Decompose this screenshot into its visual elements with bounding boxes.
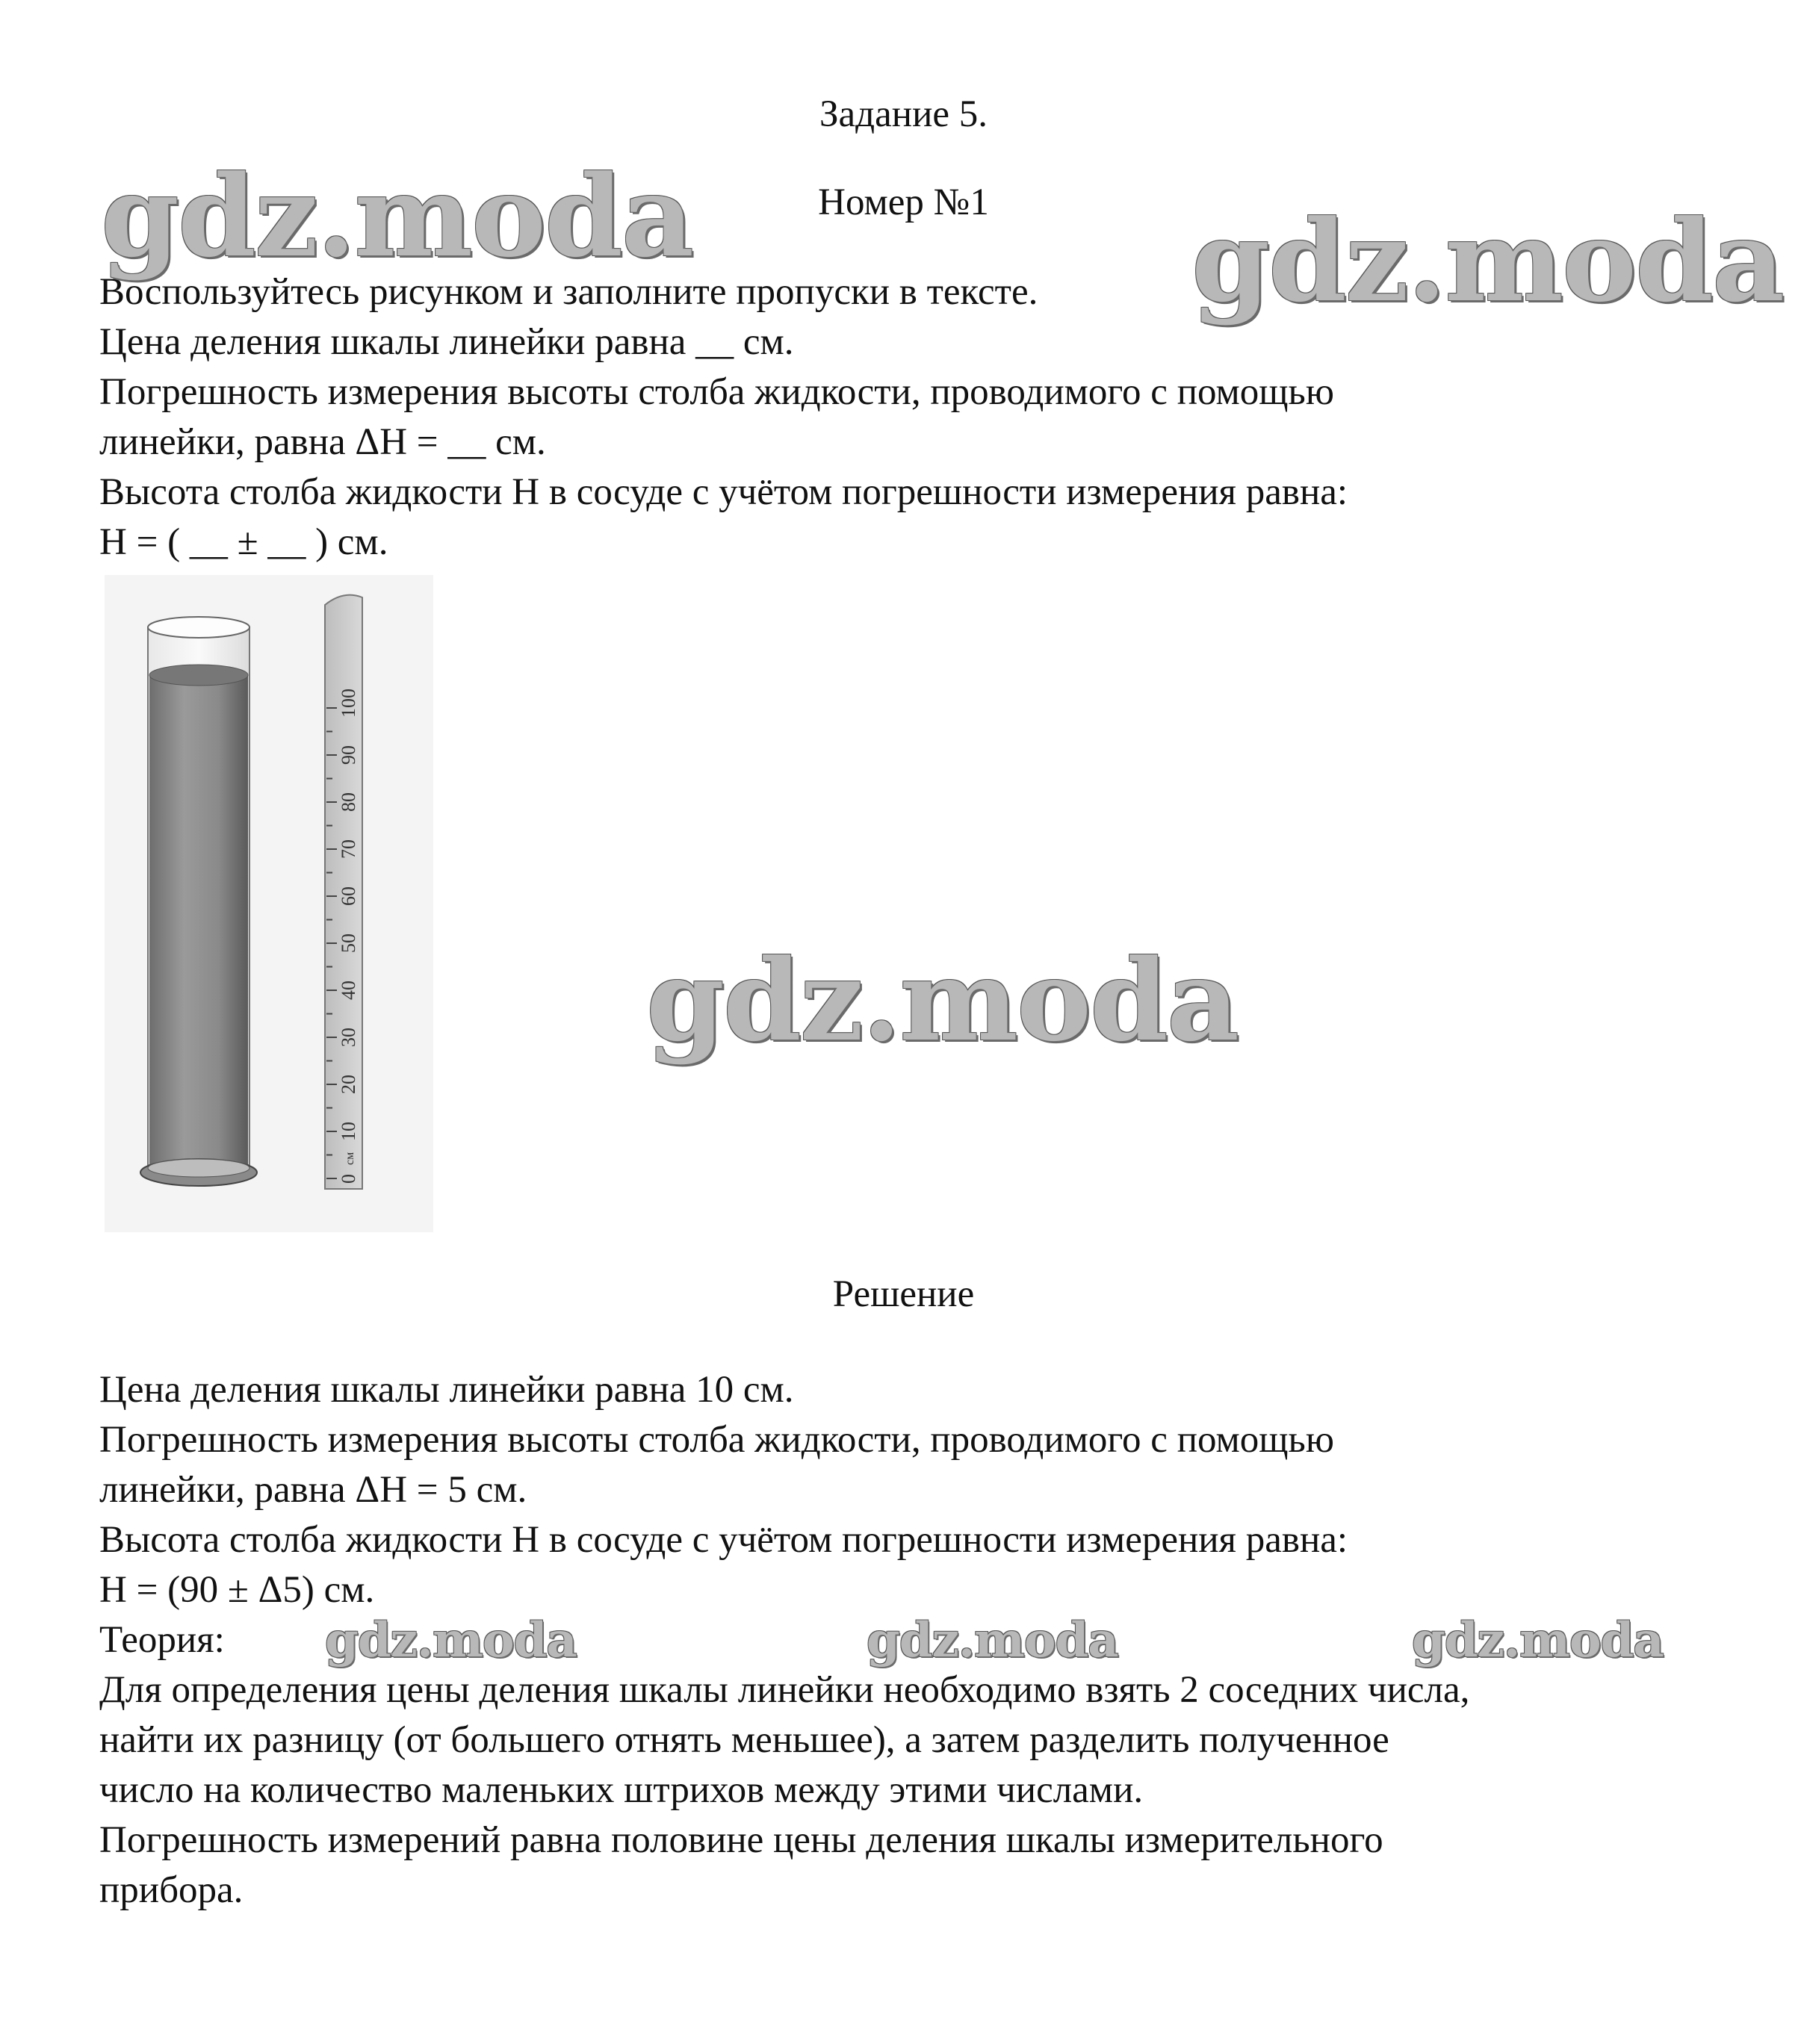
watermark: gdz.moda (867, 1612, 1118, 1668)
solution-line: Цена деления шкалы линейки равна 10 см. (99, 1369, 794, 1411)
ruler-label-10: 10 (338, 1122, 359, 1141)
task-line: Погрешность измерения высоты столба жидкости, проводимого с помощью (99, 371, 1334, 413)
watermark: gdz.moda (1191, 196, 1784, 327)
task-line: Воспользуйтесь рисунком и заполните пропуски в тексте. (99, 271, 1038, 313)
ruler-label-60: 60 (338, 886, 359, 906)
solution-line: линейки, равна ΔH = 5 см. (99, 1469, 527, 1511)
solution-line: Высота столба жидкости H в сосуде с учётом погрешности измерения равна: (99, 1519, 1348, 1561)
task-number: Номер №1 (818, 181, 989, 223)
task-line: H = ( __ ± __ ) см. (99, 521, 388, 563)
ruler-label-100: 100 (338, 689, 359, 718)
solution-line: Погрешность измерения высоты столба жидкости, проводимого с помощью (99, 1419, 1334, 1461)
watermark: gdz.moda (646, 935, 1239, 1066)
theory-line: Для определения цены деления шкалы линейки необходимо взять 2 соседних числа, (99, 1669, 1470, 1711)
solution-line: H = (90 ± Δ5) см. (99, 1569, 375, 1611)
theory-label: Теория: (99, 1619, 225, 1661)
task-title: Задание 5. (819, 93, 988, 135)
ruler-label-20: 20 (338, 1075, 359, 1094)
ruler-label-40: 40 (338, 981, 359, 1000)
solution-heading: Решение (832, 1273, 975, 1315)
theory-line: прибора. (99, 1869, 244, 1911)
cylinder-base-inner (148, 1159, 249, 1177)
task-line: Цена деления шкалы линейки равна __ см. (99, 321, 794, 363)
ruler-label-30: 30 (338, 1028, 359, 1047)
ruler-label-80: 80 (338, 792, 359, 812)
ruler-label-50: 50 (338, 934, 359, 953)
task-line: линейки, равна ΔH = __ см. (99, 421, 546, 463)
cylinder-top (148, 617, 249, 638)
theory-line: найти их разницу (от большего отнять меньшее), а затем разделить полученное (99, 1719, 1389, 1761)
theory-line: Погрешность измерений равна половине цены деления шкалы измерительного (99, 1819, 1383, 1861)
liquid-column (149, 675, 248, 1165)
liquid-surface (149, 665, 248, 686)
cylinder-ruler-figure (105, 575, 433, 1232)
ruler-label-90: 90 (338, 745, 359, 765)
ruler-label-cm: см (344, 1152, 356, 1165)
task-line: Высота столба жидкости H в сосуде с учётом погрешности измерения равна: (99, 471, 1348, 513)
ruler-label-0: 0 (338, 1174, 359, 1184)
watermark: gdz.moda (325, 1612, 577, 1668)
watermark: gdz.moda (1412, 1612, 1664, 1668)
ruler-label-70: 70 (338, 839, 359, 859)
theory-line: число на количество маленьких штрихов между этими числами. (99, 1769, 1144, 1811)
watermark: gdz.moda (101, 151, 693, 282)
